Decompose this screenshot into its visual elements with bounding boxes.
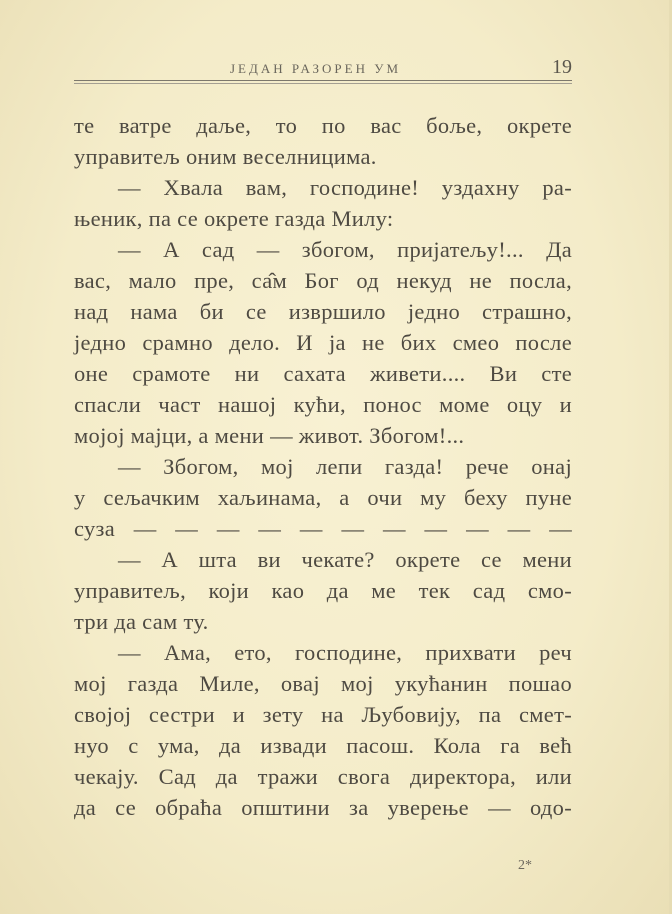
text-line: управитељ, који као да ме тек сад смо- bbox=[74, 578, 572, 603]
text-line: нуо с ума, да извади пасош. Кола га већ bbox=[74, 733, 572, 758]
text-line: — Збогом, мој лепи газда! рече онај bbox=[118, 454, 572, 479]
text-line: управитељ оним веселницима. bbox=[74, 144, 377, 169]
text-line: својој сестри и зету на Љубовију, па смет- bbox=[74, 702, 572, 727]
text-line: — А сад — збогом, пријатељу!... Да bbox=[118, 237, 572, 262]
text-line: над нама би се извршило једно страшно, bbox=[74, 299, 572, 324]
header-rule-secondary bbox=[74, 83, 572, 84]
text-line: вас, мало пре, са̂м Бог од некуд не посла, bbox=[74, 268, 572, 293]
signature-mark: 2* bbox=[518, 858, 532, 873]
text-line: њеник, па се окрете газда Милу: bbox=[74, 206, 394, 231]
body-text bbox=[74, 110, 572, 823]
page-number: 19 bbox=[552, 56, 572, 78]
text-line: у сељачким хаљинама, а очи му беху пуне bbox=[74, 485, 572, 510]
header-rule bbox=[74, 80, 572, 81]
text-line: спасли част нашој кући, понос моме оцу и bbox=[74, 392, 572, 417]
text-line: три да сам ту. bbox=[74, 609, 209, 634]
page-header bbox=[74, 56, 574, 82]
text-line: — А шта ви чекате? окрете се мени bbox=[118, 547, 572, 572]
text-line: — Хвала вам, господине! уздахну ра- bbox=[118, 175, 572, 200]
running-title: ЈЕДАН РАЗОРЕН УМ bbox=[230, 61, 401, 76]
text-line: оне срамоте ни сахата живети.... Ви сте bbox=[74, 361, 572, 386]
text-line: једно срамно дело. И ја не бих смео после bbox=[74, 330, 572, 355]
text-line: суза — — — — — — — — — — — bbox=[74, 516, 572, 541]
text-line: те ватре даље, то по вас боље, окрете bbox=[74, 113, 572, 138]
text-line: мојој мајци, а мени — живот. Збогом!... bbox=[74, 423, 465, 448]
text-line: чекају. Сад да тражи свога директора, или bbox=[74, 764, 572, 789]
text-line: мој газда Миле, овај мој укућанин пошао bbox=[74, 671, 572, 696]
text-line: — Ама, ето, господине, прихвати реч bbox=[118, 640, 572, 665]
text-line: да се обраћа општини за уверење — одо- bbox=[74, 795, 572, 820]
